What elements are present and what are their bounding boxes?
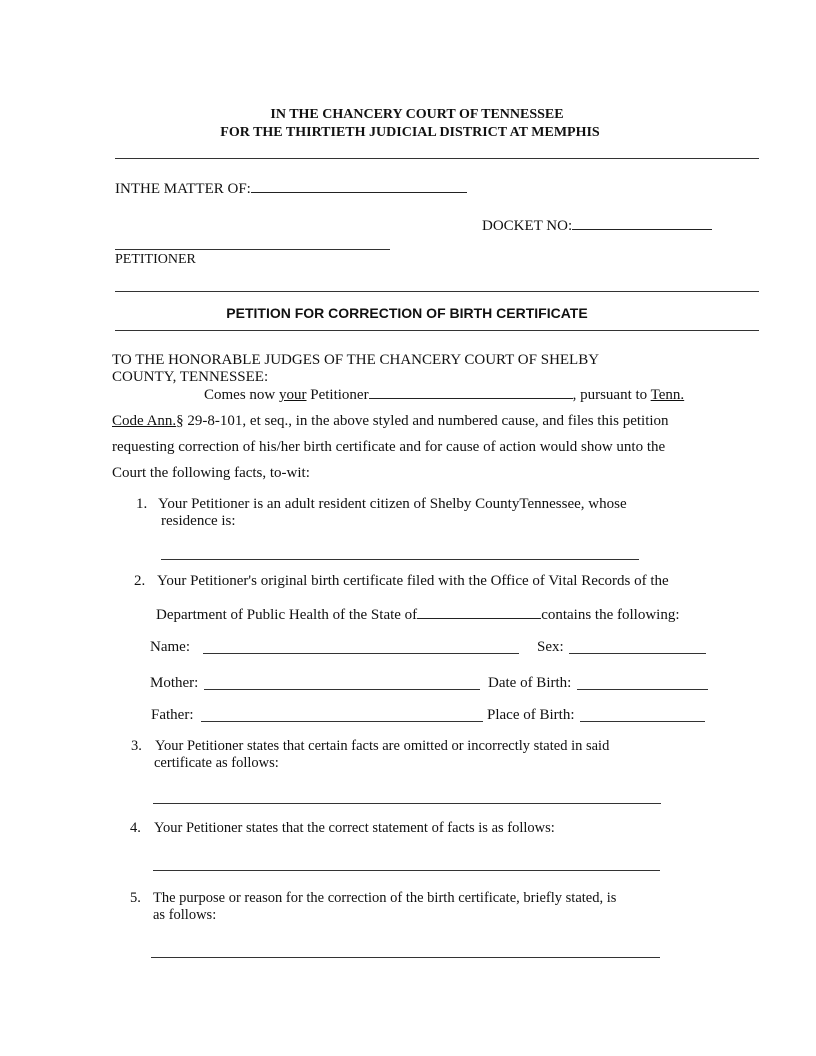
intro-your: your xyxy=(279,387,307,403)
matter-blank[interactable] xyxy=(251,180,467,193)
sex-label: Sex: xyxy=(537,639,564,655)
intro-petitioner-blank[interactable] xyxy=(369,386,573,399)
item-2-state-label: Department of Public Health of the State of xyxy=(156,607,418,623)
item-4-number: 4. xyxy=(130,820,141,836)
name-label: Name: xyxy=(150,639,190,655)
item-5-blank[interactable] xyxy=(151,957,660,958)
item-3-line2: certificate as follows: xyxy=(154,755,279,771)
petition-title: PETITION FOR CORRECTION OF BIRTH CERTIFICATE xyxy=(226,305,588,321)
father-label: Father: xyxy=(151,707,194,723)
intro-line2 xyxy=(112,413,669,430)
pob-blank[interactable] xyxy=(580,721,705,722)
intro-tenn: Tenn. xyxy=(650,387,685,403)
item-1-line2: residence is: xyxy=(161,513,236,529)
title-divider xyxy=(115,330,759,331)
item-5-line1: The purpose or reason for the correction of the birth certificate, briefly stated, is xyxy=(153,890,617,906)
intro-comes-now: Comes now xyxy=(204,387,279,403)
docket-blank[interactable] xyxy=(572,217,712,230)
father-blank[interactable] xyxy=(201,721,483,722)
dob-label: Date of Birth: xyxy=(488,675,572,691)
docket-line xyxy=(482,217,712,235)
item-4-blank[interactable] xyxy=(153,870,660,871)
item-3-blank[interactable] xyxy=(153,803,661,804)
name-field xyxy=(150,639,190,656)
item-3-number: 3. xyxy=(131,738,142,754)
sex-blank[interactable] xyxy=(569,653,706,654)
intro-line4: Court the following facts, to-wit: xyxy=(112,465,310,481)
item-4-line1: Your Petitioner states that the correct statement of facts is as follows: xyxy=(154,820,555,836)
court-name: IN THE CHANCERY COURT OF TENNESSEE xyxy=(270,107,564,122)
item-5-number: 5. xyxy=(130,890,141,906)
mother-label: Mother: xyxy=(150,675,199,691)
pob-label: Place of Birth: xyxy=(487,707,575,723)
item-1-number: 1. xyxy=(136,496,148,512)
district-name: FOR THE THIRTIETH JUDICIAL DISTRICT AT MEMPHIS xyxy=(220,125,600,140)
petitioner-label: PETITIONER xyxy=(115,252,196,267)
matter-line xyxy=(115,180,467,198)
petitioner-blank[interactable] xyxy=(115,249,390,250)
docket-label: DOCKET NO: xyxy=(482,218,573,234)
intro-section: § 29-8-101, et seq., in the above styled and numbered cause, and files this petition xyxy=(176,413,669,429)
intro-petitioner: Petitioner xyxy=(306,387,369,403)
item-3-line1: Your Petitioner states that certain facts are omitted or incorrectly stated in said xyxy=(155,738,610,754)
item-2-number: 2. xyxy=(134,573,146,589)
item-2-contains: contains the following: xyxy=(541,607,680,623)
address-line2: COUNTY, TENNESSEE: xyxy=(112,369,269,385)
item-2-line2 xyxy=(156,606,680,624)
intro-code-ann: Code Ann. xyxy=(112,413,177,429)
item-1-line1: Your Petitioner is an adult resident citizen of Shelby CountyTennessee, whose xyxy=(158,496,627,512)
caption-divider xyxy=(115,291,759,292)
intro-line3: requesting correction of his/her birth certificate and for cause of action would show unto the xyxy=(112,439,666,455)
address-line1: TO THE HONORABLE JUDGES OF THE CHANCERY COURT OF SHELBY xyxy=(112,352,600,368)
intro-pursuant: , pursuant to xyxy=(572,387,651,403)
intro-line1 xyxy=(204,386,684,404)
item-1-blank[interactable] xyxy=(161,559,639,560)
name-blank[interactable] xyxy=(203,653,519,654)
matter-label: INTHE MATTER OF: xyxy=(115,181,251,197)
header-divider xyxy=(115,158,759,159)
mother-blank[interactable] xyxy=(204,689,480,690)
item-5-line2: as follows: xyxy=(153,907,217,923)
item-2-state-blank[interactable] xyxy=(417,606,541,619)
dob-blank[interactable] xyxy=(577,689,708,690)
item-2-line1: Your Petitioner's original birth certificate filed with the Office of Vital Records of the xyxy=(157,573,669,589)
